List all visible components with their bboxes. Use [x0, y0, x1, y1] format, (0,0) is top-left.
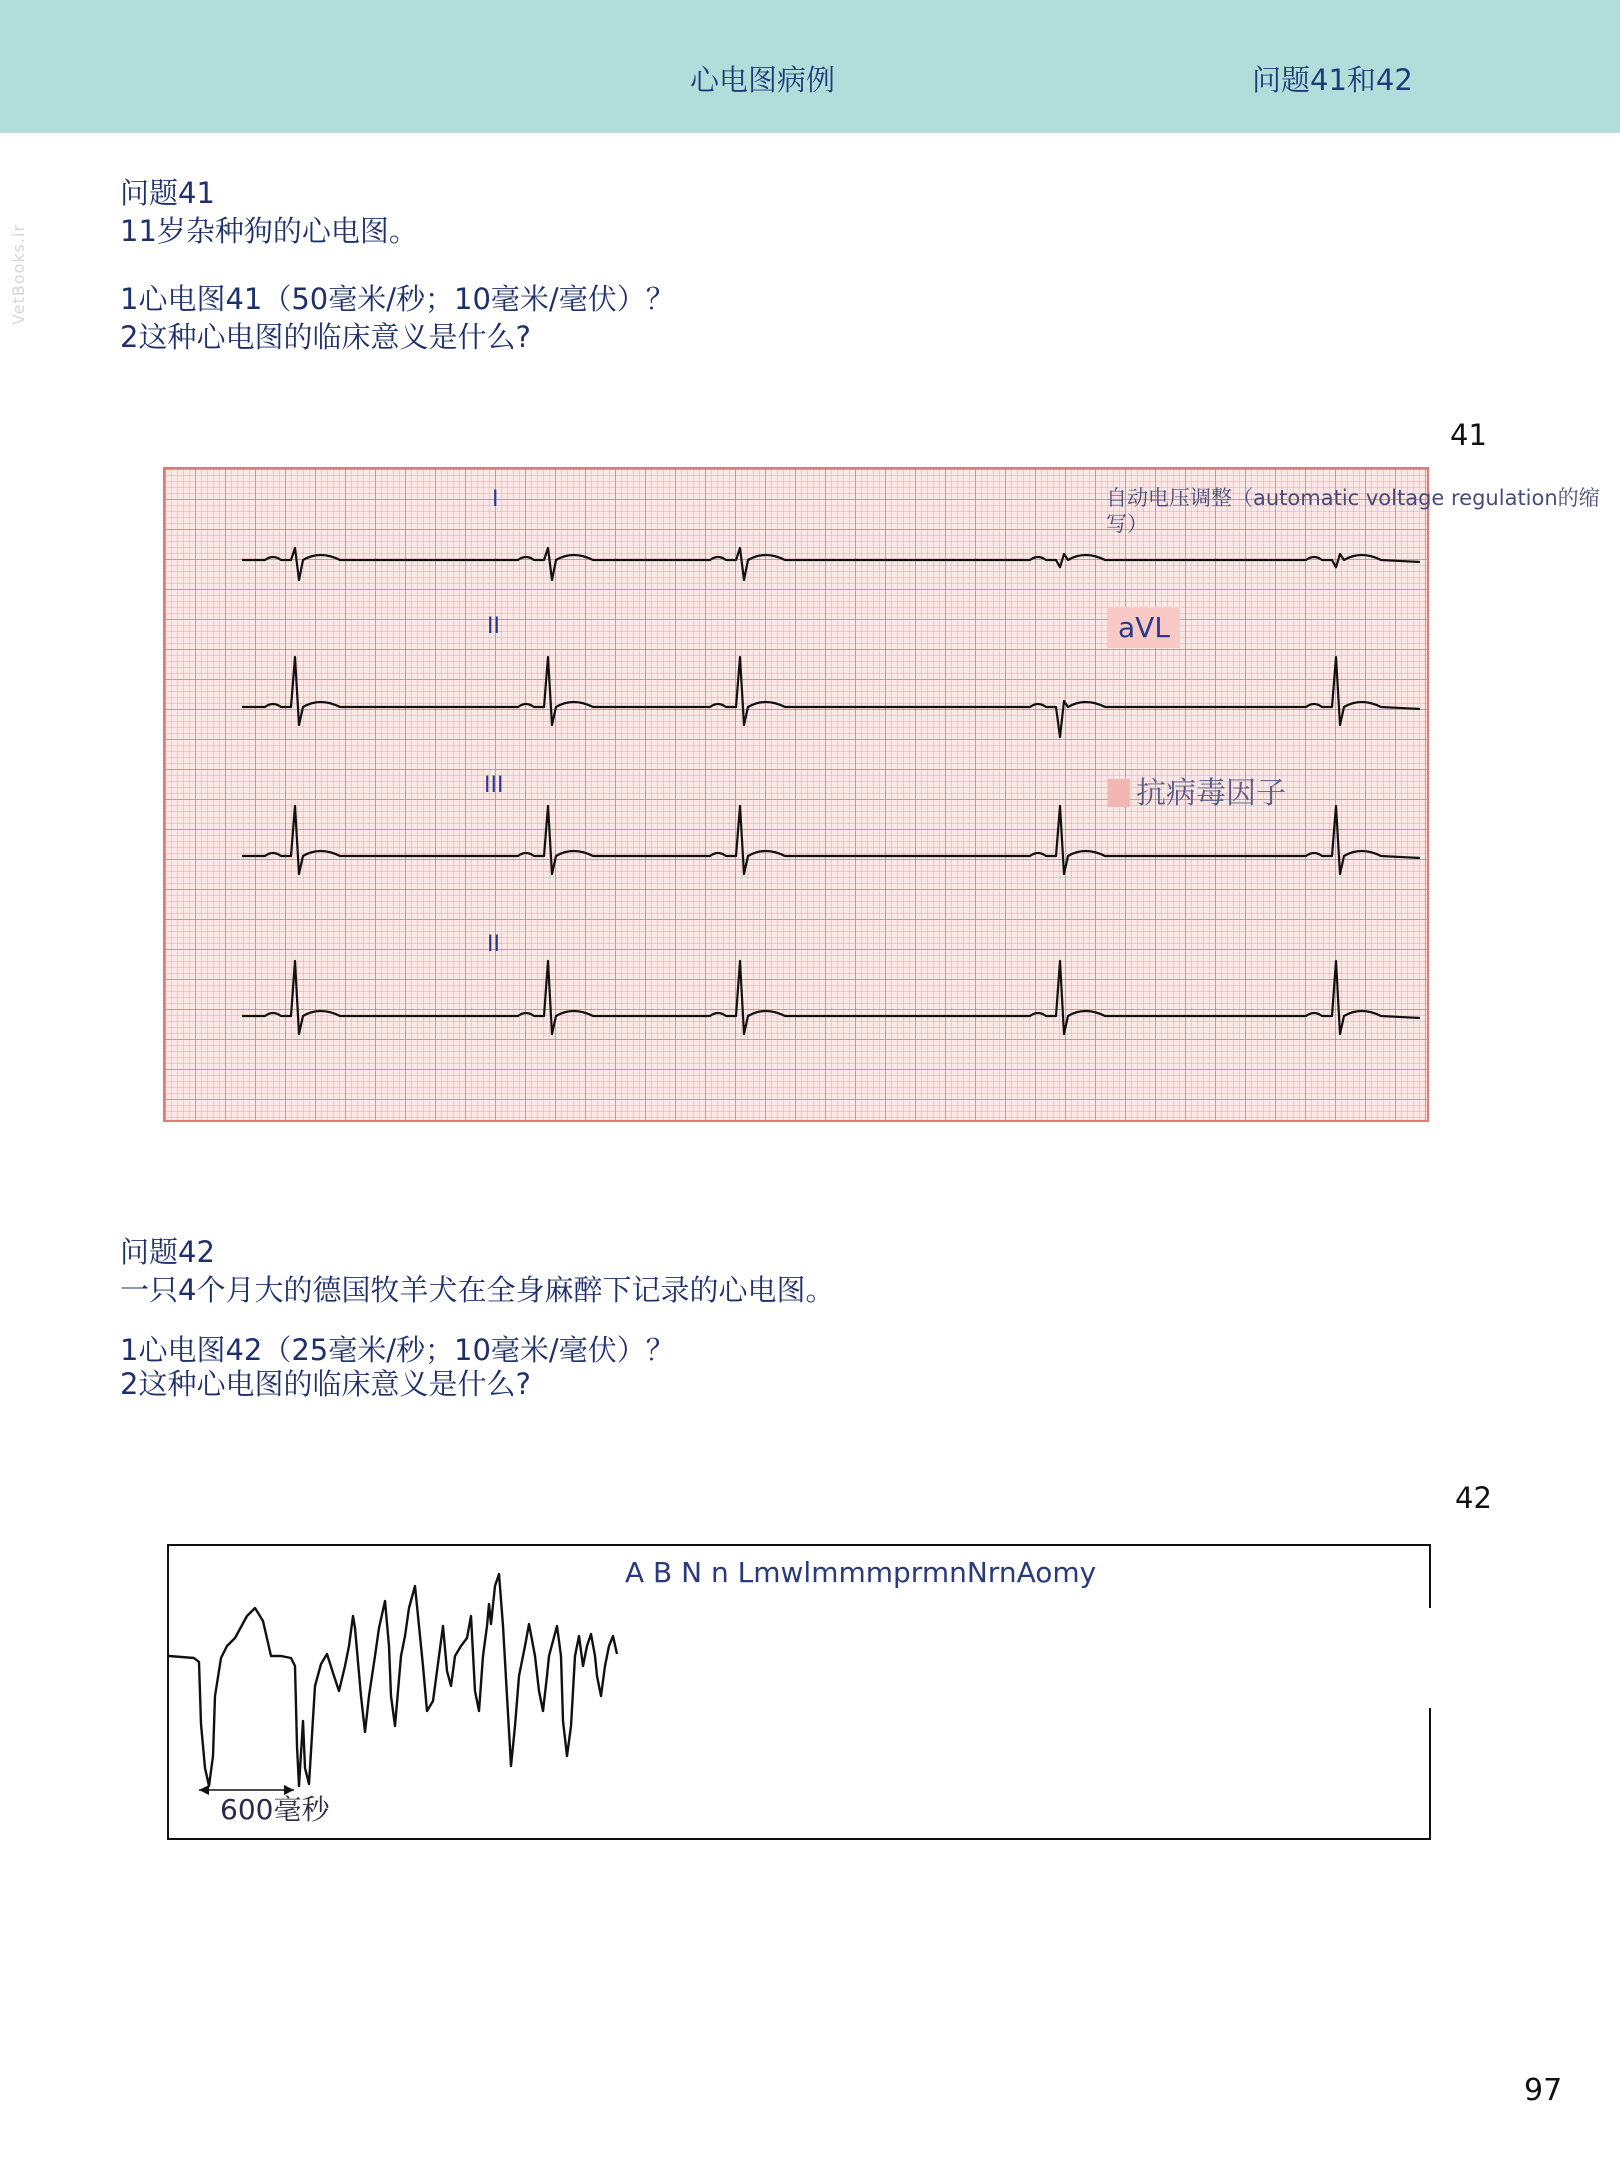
question-42-description: 一只4个月大的德国牧羊犬在全身麻醉下记录的心电图。	[120, 1273, 835, 1307]
question-42-block	[120, 1233, 834, 1403]
lead-label-2: II	[487, 614, 500, 639]
avf-swatch	[1108, 779, 1130, 807]
avl-label: aVL	[1108, 607, 1180, 648]
avf-label	[1108, 768, 1286, 812]
ecg-42-title: A B N n LmwlmmmprmnNrnAomy	[625, 1556, 1097, 1589]
lead-label-1: I	[492, 487, 499, 512]
avf-label-text: 抗病毒因子	[1136, 776, 1286, 811]
chapter-title: 心电图病例	[690, 63, 836, 97]
ecg-lead-trace	[242, 806, 1420, 874]
question-41-block	[120, 174, 675, 356]
question-41-description: 11岁杂种狗的心电图。	[120, 214, 418, 248]
question-42-heading: 问题42	[120, 1235, 215, 1269]
ecg-42-waveform	[169, 1574, 617, 1786]
ecg-lead-trace	[242, 961, 1420, 1034]
question-42-item-2: 2这种心电图的临床意义是什么?	[120, 1367, 531, 1401]
watermark: VetBooks.ir	[9, 223, 29, 326]
section-title: 问题41和42	[1252, 63, 1413, 97]
lead-label-3: III	[484, 773, 504, 798]
ecg-lead-trace	[242, 657, 1420, 737]
avr-annotation: 自动电压调整（automatic voltage regulation的缩写）	[1106, 486, 1600, 536]
ecg-lead-trace	[242, 548, 1420, 580]
figure-41-number: 41	[1450, 418, 1487, 452]
lead-label-4: II	[487, 932, 500, 957]
question-41-item-1: 1心电图41（50毫米/秒；10毫米/毫伏）？	[120, 282, 675, 316]
ecg-42-trace	[169, 1546, 1429, 1838]
question-41-item-2: 2这种心电图的临床意义是什么?	[120, 320, 531, 354]
question-41-heading: 问题41	[120, 176, 215, 210]
question-42-item-1: 1心电图42（25毫米/秒；10毫米/毫伏）？	[120, 1333, 675, 1367]
scale-label: 600毫秒	[220, 1793, 330, 1826]
page-number: 97	[1524, 2073, 1563, 2108]
figure-42-number: 42	[1455, 1481, 1492, 1515]
